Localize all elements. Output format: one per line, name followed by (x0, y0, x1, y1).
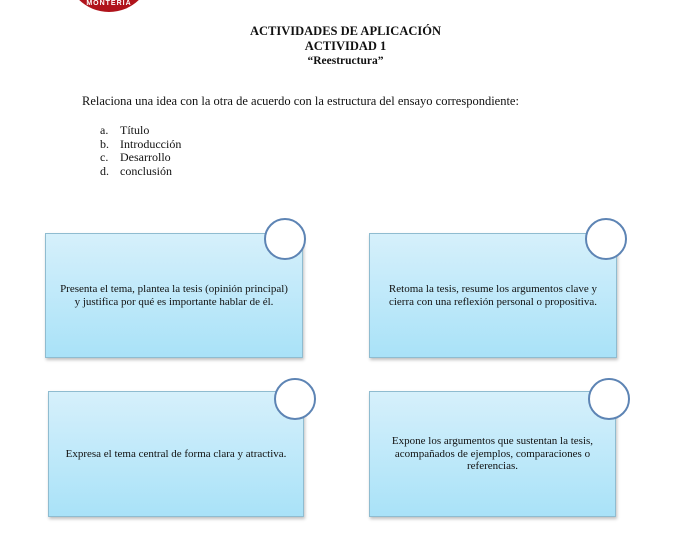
page-header (0, 24, 691, 69)
answer-circle[interactable] (588, 378, 630, 420)
option-item (100, 151, 181, 165)
box-text: Retoma la tesis, resume los argumentos clave y cierra con una reflexión personal o propositiva. (388, 283, 598, 308)
activity-name: “Reestructura” (307, 55, 384, 67)
answer-circle[interactable] (274, 378, 316, 420)
answer-circle[interactable] (264, 218, 306, 260)
option-label: Introducción (120, 136, 182, 151)
activity-number: ACTIVIDAD 1 (304, 39, 387, 53)
page-title: ACTIVIDADES DE APLICACIÓN (249, 24, 441, 38)
box-text: Expone los argumentos que sustentan la tesis, acompañados de ejemplos, comparaciones o referencias. (391, 435, 594, 473)
answer-circle[interactable] (585, 218, 627, 260)
university-logo (66, 0, 152, 12)
match-box-title-text (48, 391, 304, 517)
match-box-introduction-text (45, 233, 303, 358)
option-item (100, 165, 181, 179)
option-label: Título (120, 123, 150, 137)
instruction-text: Relaciona una idea con la otra de acuerdo con la estructura del ensayo correspondiente: (82, 94, 519, 108)
match-box-development-text (369, 391, 616, 517)
option-letter: d. (100, 163, 109, 178)
option-label: Desarrollo (120, 150, 171, 164)
option-item (100, 124, 181, 138)
match-box-conclusion-text (369, 233, 617, 358)
box-text: Expresa el tema central de forma clara y atractiva. (65, 447, 287, 460)
option-letter: b. (100, 136, 109, 151)
options-list (100, 124, 181, 178)
option-item (100, 138, 181, 152)
option-label: conclusión (120, 163, 172, 178)
option-letter: a. (100, 123, 109, 137)
logo-text: MONTERÍA (86, 0, 132, 7)
option-letter: c. (100, 150, 109, 164)
box-text: Presenta el tema, plantea la tesis (opinión principal) y justifica por qué es importante hablar de él. (60, 283, 288, 308)
